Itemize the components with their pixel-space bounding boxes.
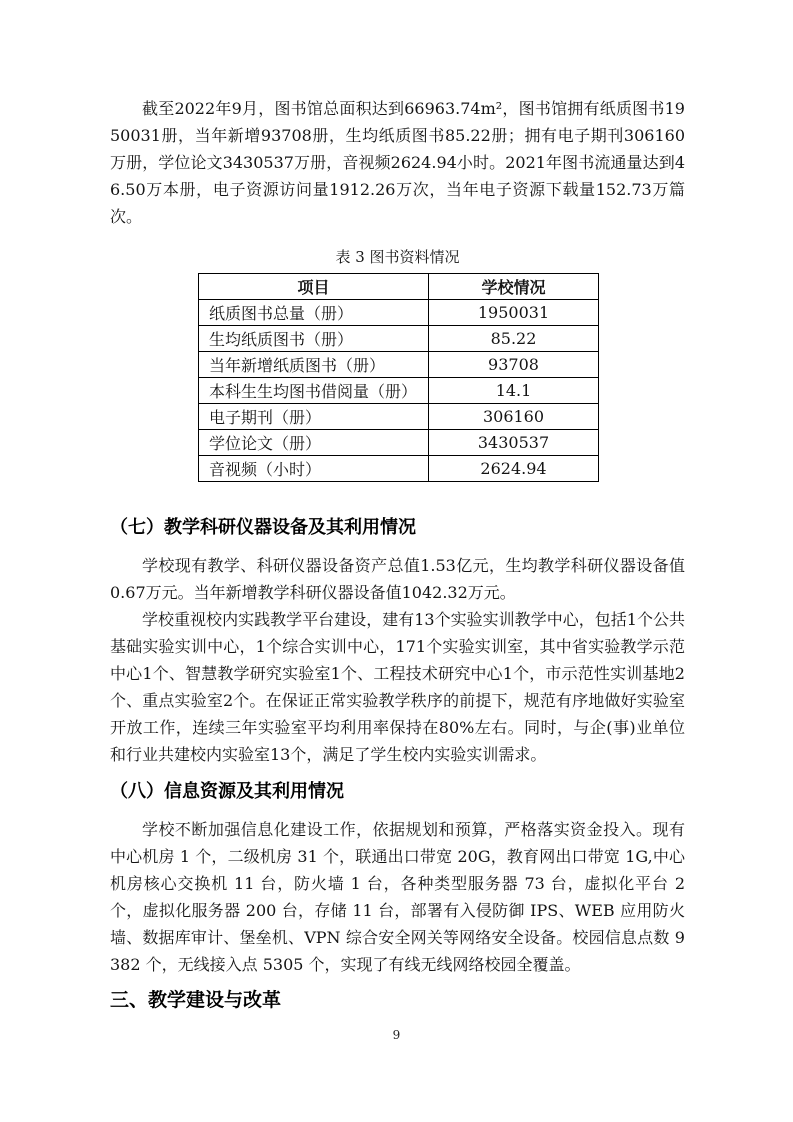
section8-paragraph-1: 学校不断加强信息化建设工作，依据规划和预算，严格落实资金投入。现有中心机房 1 个，二级机房 31 个，联通出口带宽 20G，教育网出口带宽 1G,中心机房核心交换机 11 台，防火墙 1 台，各种类型服务器 73 台，虚拟化平台 2 个，虚拟化服务器 200 台，存储 11 台，部署有入侵防御 IPS、WEB 应用防火墙、数据库审计、堡垒机、VPN 综合安全网关等网络安全设备。校园信息点数 9382 个，无线接入点 5305 个，实现了有线无线网络校园全覆盖。 xyxy=(110,820,685,974)
chapter3-heading: 三、教学建设与改革 xyxy=(110,989,282,1011)
section7-heading: （七）教学科研仪器设备及其利用情况 xyxy=(110,517,416,538)
table-row xyxy=(199,456,599,482)
row-label: 电子期刊（册） xyxy=(199,404,429,430)
section7-paragraph-2: 学校重视校内实践教学平台建设，建有13个实验实训教学中心，包括1个公共基础实验实训中心，1个综合实训中心，171个实验实训室，其中省实验教学示范中心1个、智慧教学研究实验室1个、工程技术研究中心1个，市示范性实训基地2个、重点实验室2个。在保证正常实验教学秩序的前提下，规范有序地做好实验室开放工作，连续三年实验室平均利用率保持在80%左右。同时，与企(事)业单位和行业共建校内实验室13个，满足了学生校内实验实训需求。 xyxy=(110,610,685,764)
table3-caption: 表 3 图书资料情况 xyxy=(335,248,460,266)
row-value: 93708 xyxy=(429,352,599,378)
page-number: 9 xyxy=(392,1028,401,1042)
section8-heading: （八）信息资源及其利用情况 xyxy=(110,781,344,802)
row-label: 音视频（小时） xyxy=(199,456,429,482)
row-value: 85.22 xyxy=(429,326,599,352)
table-row xyxy=(199,352,599,378)
library-resources-table xyxy=(198,273,599,482)
row-value: 14.1 xyxy=(429,378,599,404)
table-row xyxy=(199,300,599,326)
row-label: 纸质图书总量（册） xyxy=(199,300,429,326)
row-label: 生均纸质图书（册） xyxy=(199,326,429,352)
row-label: 本科生生均图书借阅量（册） xyxy=(199,378,429,404)
row-label: 当年新增纸质图书（册） xyxy=(199,352,429,378)
table-row xyxy=(199,404,599,430)
row-value: 3430537 xyxy=(429,430,599,456)
table-header-school-value: 学校情况 xyxy=(429,274,599,300)
row-label: 学位论文（册） xyxy=(199,430,429,456)
table-row xyxy=(199,326,599,352)
table-header-item: 项目 xyxy=(199,274,429,300)
table-row xyxy=(199,430,599,456)
row-value: 1950031 xyxy=(429,300,599,326)
table-row xyxy=(199,378,599,404)
row-value: 2624.94 xyxy=(429,456,599,482)
row-value: 306160 xyxy=(429,404,599,430)
table-header-row xyxy=(199,274,599,300)
library-intro-paragraph: 截至2022年9月，图书馆总面积达到66963.74m²，图书馆拥有纸质图书1950031册，当年新增93708册，生均纸质图书85.22册；拥有电子期刊306160万册，学位论文3430537万册，音视频2624.94小时。2021年图书流通量达到46.50万本册，电子资源访问量1912.26万次，当年电子资源下载量152.73万篇次。 xyxy=(110,99,685,226)
section7-paragraph-1: 学校现有教学、科研仪器设备资产总值1.53亿元，生均教学科研仪器设备值0.67万元。当年新增教学科研仪器设备值1042.32万元。 xyxy=(110,556,685,602)
